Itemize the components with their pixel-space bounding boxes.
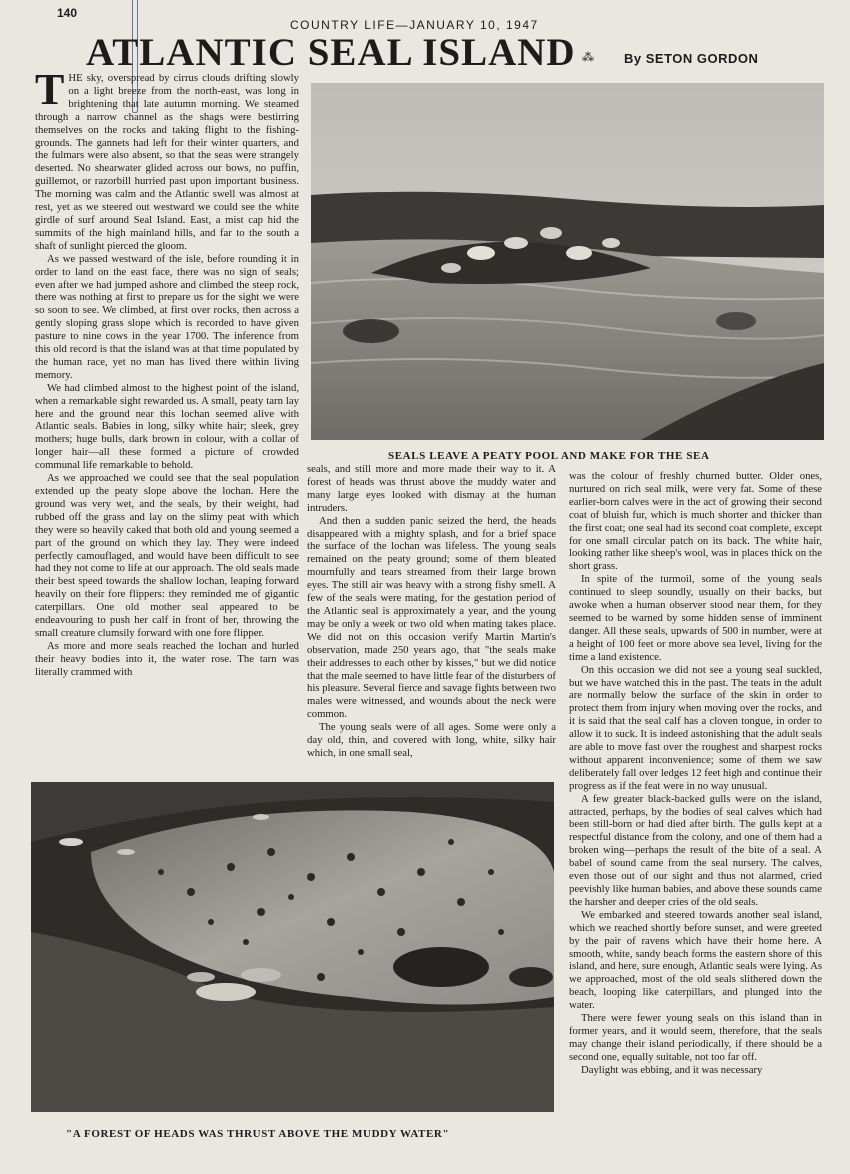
paragraph: THE sky, overspread by cirrus clouds drifting slowly on a light breeze from the north-east, was long in brightening that late autumn morning. We steamed through a narrow channel as the shags were bestirring themselves on the rocks and taking flight to the fishing-grounds. The gannets had left for their winter quarters, and the fulmars were also absent, so that the seas were strangely deserted. No shearwater glided across our bows, no puffin, guillemot, or razorbill hurried past upon important business. The morning was calm and the Atlantic swell was almost at rest, yet as we steered out westward we could see the white girdle of surf around Seal Island. East, a mist cap hid the summits of the high mainland hills, and far to the south a shaft of sunlight pierced the gloom.: [35, 72, 299, 252]
seal-heads-image: [31, 782, 554, 1112]
paragraph: A few greater black-backed gulls were on the island, attracted, perhaps, by the bodies of seal calves which had been still-born or had died after birth. The gulls kept at a respectful distance from the colony, and one of them had a broken wing—perhaps the result of the bite of a seal. A babel of sound came from the seal nursery. The calves, even those out of our sight and thus not alarmed, cried peevishly like human babies, and above these sounds came the harsher and deeper cries of the old seals.: [569, 792, 822, 908]
article-column-1: [35, 72, 299, 772]
article-column-3: [569, 470, 822, 1150]
running-head: COUNTRY LIFE—JANUARY 10, 1947: [290, 18, 539, 32]
seals-leaving-pool-photo: [311, 83, 824, 440]
paragraph: As we approached we could see that the seal population extended up the peaty slope above the lochan. Here the ground was very wet, and the seals, by their weight, had rubbed off the grass and lay on the slimy peat with which they were so heavily caked that both old and young seemed a part of the ground on which they lay. They were indeed perfectly camouflaged, and would have been difficult to see had they not come to life at our approach. The old seals made their best speed towards the shallow lochan, leaping forward heavily on their fore flippers: they reminded me of gigantic caterpillars. One old mother seal appeared to be endeavouring to push her calf in front of her, throwing the small creature clumsily forward with one fore flipper.: [35, 472, 299, 639]
bottom-photo-caption: "A FOREST OF HEADS WAS THRUST ABOVE THE MUDDY WATER": [66, 1128, 450, 1140]
byline: By SETON GORDON: [624, 51, 759, 66]
paragraph: As we passed westward of the isle, before rounding it in order to land on the east face, there was no sign of seals; even after we had jumped ashore and climbed the steep rock, there was nothing at first to prepare us for the sight we were so soon to see. We climbed, at first over rocks, then across a gently sloping grass slope which is recorded to have given pasture to nine cows in the year 1700. The inference from this old record is that the island was at that time populated by the human race, yet no man has lived there within living memory.: [35, 252, 299, 381]
page-number: 140: [57, 6, 78, 20]
top-photo-caption: SEALS LEAVE A PEATY POOL AND MAKE FOR THE SEA: [388, 450, 710, 462]
paragraph: And then a sudden panic seized the herd, the heads disappeared with a mighty splash, and for a brief space the surface of the lochan was lifeless. The young seals remained on the peaty ground; some of them bleated mournfully and tears streamed from their large brown eyes. The still air was heavy with a strong fishy smell. A few of the seals were mating, for the gestation period of the Atlantic seal is approximately a year, and the young may be only a week or two old when mating takes place. We did not on this occasion verify Martin Martin's observation, made 250 years ago, that "the seals make their addresses to each other by kisses," but we did notice that the male seemed to have little fear of the disturbers of his pleasure. Several fierce and savage fights between two males were witnessed, and wounds about the neck were common.: [307, 514, 556, 721]
drop-cap: T: [35, 72, 65, 114]
seals-pool-image: [311, 83, 824, 440]
paragraph: was the colour of freshly churned butter. Older ones, nurtured on rich seal milk, were very fat. Some of these earlier-born calves were in the act of growing their second coat of bluish fur, which is much shorter and thicker than the first coat; one seal had its second coat complete, except for one small circular patch on its back. The white hair, looking rather like sheep's wool, was in places thick on the short grass.: [569, 470, 822, 573]
paragraph: As more and more seals reached the lochan and hurled their heavy bodies into it, the water rose. The tarn was literally crammed with: [35, 639, 299, 678]
paragraph: We had climbed almost to the highest point of the island, when a remarkable sight rewarded us. A small, peaty tarn lay here and the ground near this lochan seemed alive with Atlantic seals. Babies in long, silky white hair; sleek, grey mothers; huge bulls, dark brown in colour, with a collar of longer hair—all these formed a picture of crowded communal life remarkable to behold.: [35, 381, 299, 472]
paragraph: In spite of the turmoil, some of the young seals continued to sleep soundly, usually on their backs, but awoke when a human observer stood near them, for they seemed to be warned by some hidden sense of imminent danger. All these seals, upwards of 500 in number, were at a height of 100 feet or more above sea level, living for the time a land existence.: [569, 573, 822, 663]
paragraph: On this occasion we did not see a young seal suckled, but we have watched this in the past. The teats in the adult are normally below the surface of the skin in order to protect them from injury when moving over the rocks, and it is said that the seal calf has a cloven tongue, in order to allow it to suck. It is indeed astonishing that the adult seals are able to move fast over the roughest and sharpest rocks without apparent inconvenience; some of them we saw deliberately fall over ledges 12 feet high and continue their progress as if the feat were in no way unusual.: [569, 663, 822, 792]
paragraph: We embarked and steered towards another seal island, which we reached shortly before sunset, and were greeted by the pair of ravens which have their home here. A smooth, white, sandy beach forms the eastern shore of this island, and here, sure enough, Atlantic seals were lying. As we approached, most of the old seals slithered down the beach, looping like caterpillars, and plunged into the water.: [569, 908, 822, 1012]
ornament-icon: ⁂: [582, 50, 594, 64]
article-title: ATLANTIC SEAL ISLAND: [86, 31, 576, 74]
forest-of-heads-photo: [31, 782, 554, 1112]
paragraph: There were fewer young seals on this island than in former years, and it would seem, therefore, that the seals may change their island periodically, if there should be a second one, equally suitable, not too far off.: [569, 1012, 822, 1063]
paragraph: The young seals were of all ages. Some were only a day old, thin, and covered with long, white, silky hair which, in one small seal,: [307, 721, 556, 759]
paragraph: seals, and still more and more made their way to it. A forest of heads was thrust above the muddy water and many large eyes looked with dismay at the human intruders.: [307, 463, 556, 514]
paragraph: Daylight was ebbing, and it was necessary: [581, 1063, 763, 1076]
article-column-2: [307, 463, 556, 775]
